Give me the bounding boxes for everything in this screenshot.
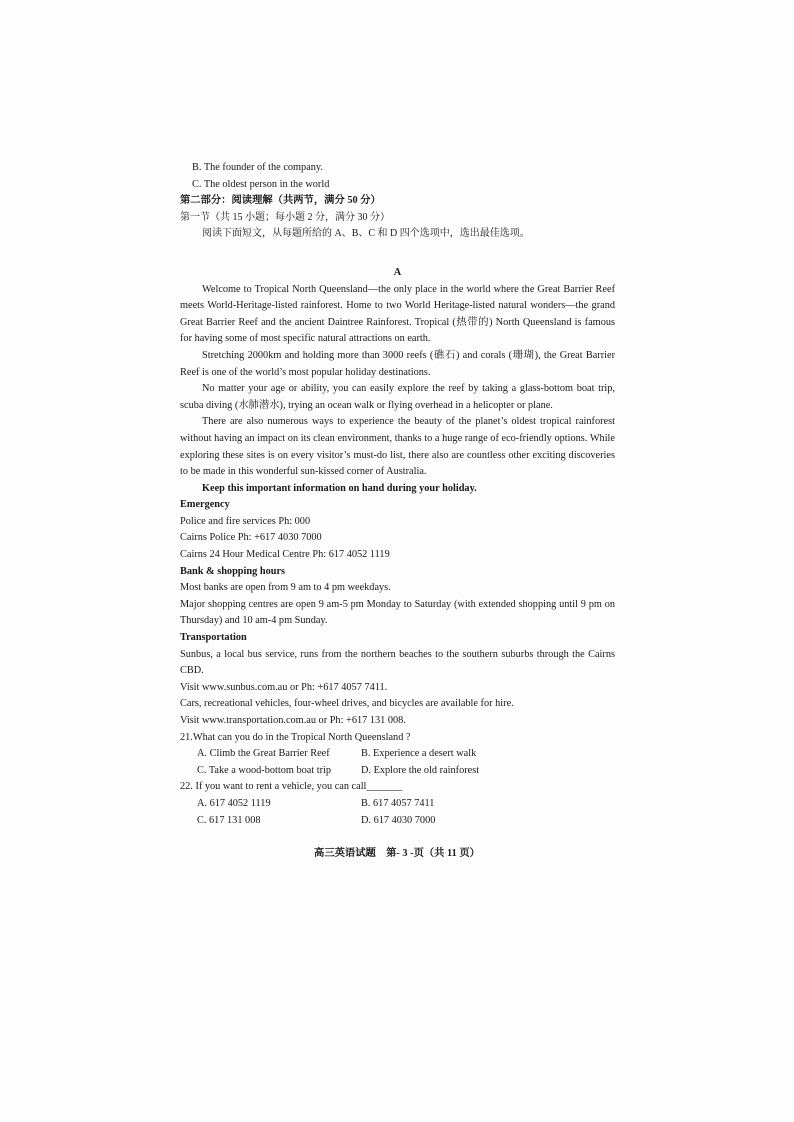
question-option: C. 617 131 008 xyxy=(197,814,261,826)
question-option: A. 617 4052 1119 xyxy=(197,797,271,809)
transport-title: Transportation xyxy=(180,632,247,644)
question-21-options-row-2 xyxy=(180,763,615,780)
question-option: B. Experience a desert walk xyxy=(361,748,477,760)
section-directions: 阅读下面短文，从每题所给的 A、B、C 和 D 四个选项中，选出最佳选项。 xyxy=(202,228,530,240)
question-22-options-row-1 xyxy=(180,796,615,813)
section-subtitle: 第一节（共 15 小题；每小题 2 分，满分 30 分） xyxy=(180,211,390,223)
question-option: A. Climb the Great Barrier Reef xyxy=(197,748,330,760)
passage-paragraph-1: Welcome to Tropical North Queensland—the only place in the world where the Great Barrier Reef meets World-Heritage-listed rainforest. Home to two World Heritage-listed natural wonders—the grand Great Barrier Reef and the ancient Daintree Rainforest. Tropical (热带的) North Queensland is famous for having some of most specific natural attractions on earth. xyxy=(180,283,615,345)
transport-line: Sunbus, a local bus service, runs from the northern beaches to the southern suburbs through the Cairns CBD. xyxy=(180,648,615,677)
transport-line: Visit www.sunbus.com.au or Ph: +617 4057 7411. xyxy=(180,681,388,693)
question-option: D. 617 4030 7000 xyxy=(361,814,436,826)
question-22-stem: 22. If you want to rent a vehicle, you can call_______ xyxy=(180,781,403,793)
emergency-line: Cairns Police Ph: +617 4030 7000 xyxy=(180,532,322,544)
passage-paragraph-4: There are also numerous ways to experience the beauty of the planet’s oldest tropical rainforest without having an impact on its clean environment, thanks to a huge range of eco-friendly options. While exploring these sites is on every visitor’s must-do list, there also are countless other exciting discoveries to be made in this wonderful sun-kissed corner of Australia. xyxy=(180,416,615,478)
passage-paragraph-3: No matter your age or ability, you can easily explore the reef by taking a glass-bottom boat trip, scuba diving (水肺潜水), trying an ocean walk or flying overhead in a helicopter or plane. xyxy=(180,383,615,411)
transport-line: Visit www.transportation.com.au or Ph: +617 131 008. xyxy=(180,715,406,726)
prev-option-b: B. The founder of the company. xyxy=(192,162,323,173)
section-title: 第二部分：阅读理解（共两节，满分 50 分） xyxy=(180,195,381,207)
question-option: C. Take a wood-bottom boat trip xyxy=(197,764,332,776)
bank-line: Major shopping centres are open 9 am-5 pm Monday to Saturday (with extended shopping until 9 pm on Thursday) and 10 am-4 pm Sunday. xyxy=(180,598,615,627)
question-option: B. 617 4057 7411 xyxy=(361,797,435,809)
info-heading: Keep this important information on hand during your holiday. xyxy=(202,482,477,494)
emergency-title: Emergency xyxy=(180,499,230,511)
bank-line: Most banks are open from 9 am to 4 pm weekdays. xyxy=(180,582,391,594)
passage-label: A xyxy=(393,266,402,278)
bank-title: Bank & shopping hours xyxy=(180,565,286,577)
question-22-options-row-2 xyxy=(180,813,615,830)
page-footer: 高三英语试题 第- 3 -页（共 11 页） xyxy=(314,848,480,859)
prev-option-c: C. The oldest person in the world xyxy=(192,178,330,190)
question-option: D. Explore the old rainforest xyxy=(361,764,480,776)
emergency-line: Cairns 24 Hour Medical Centre Ph: 617 4052 1119 xyxy=(180,549,390,561)
transport-line: Cars, recreational vehicles, four-wheel drives, and bicycles are available for hire. xyxy=(180,698,514,710)
question-21-options-row-1 xyxy=(180,746,615,763)
passage-paragraph-2: Stretching 2000km and holding more than 3000 reefs (礁石) and corals (珊瑚), the Great Barrier Reef is one of the world’s most popular holiday destinations. xyxy=(180,349,615,378)
emergency-line: Police and fire services Ph: 000 xyxy=(180,515,311,527)
page-content xyxy=(180,160,615,829)
question-21-stem: 21.What can you do in the Tropical North Queensland ? xyxy=(180,731,411,743)
